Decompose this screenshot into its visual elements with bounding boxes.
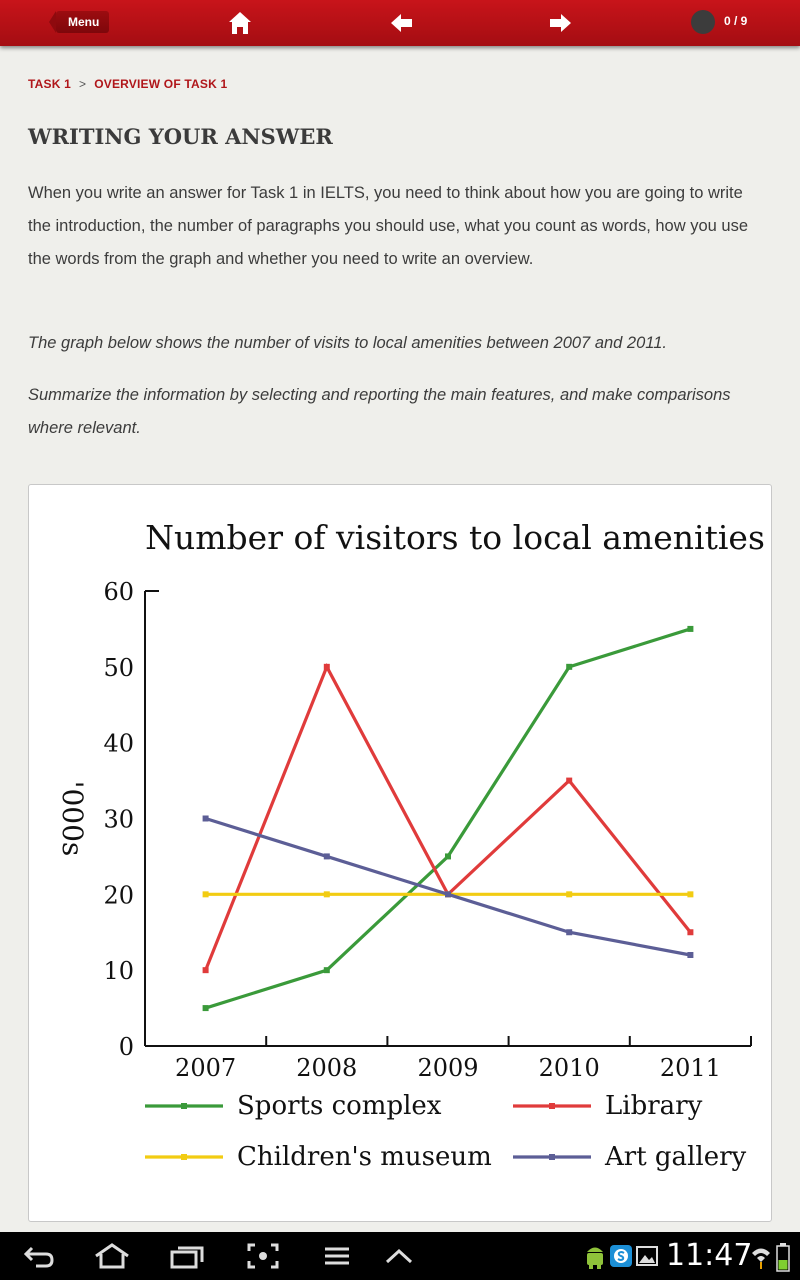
breadcrumb-separator: > — [78, 77, 87, 91]
breadcrumb-task1[interactable]: TASK 1 — [28, 77, 71, 91]
back-icon[interactable] — [22, 1242, 56, 1270]
battery-icon — [776, 1242, 790, 1272]
data-point — [203, 967, 209, 973]
legend-label: Children's museum — [237, 1142, 492, 1172]
y-tick-label: 10 — [103, 957, 134, 986]
menu-button[interactable]: Menu — [56, 11, 109, 33]
progress-dot-icon — [691, 10, 715, 34]
y-tick-label: 0 — [118, 1033, 134, 1061]
series-line — [206, 667, 691, 970]
data-point — [324, 664, 330, 670]
data-point — [566, 778, 572, 784]
data-point — [445, 891, 451, 897]
data-point — [203, 1005, 209, 1011]
intro-paragraph: When you write an answer for Task 1 in IELTS, you need to think about how you are going to write the introduction, the number of paragraphs you should use, what you count as words, how you use the words from the graph and whether you need to write an overview. — [28, 184, 749, 268]
android-icon — [584, 1244, 606, 1270]
x-tick-label: 2010 — [538, 1054, 600, 1082]
wifi-icon — [750, 1244, 772, 1270]
screenshot-icon[interactable] — [246, 1242, 280, 1270]
line-chart — [29, 485, 771, 1221]
arrow-right-icon[interactable] — [546, 9, 574, 37]
data-point — [566, 929, 572, 935]
data-point — [203, 891, 209, 897]
legend-label: Sports complex — [237, 1091, 442, 1121]
data-point — [324, 853, 330, 859]
y-axis-label: '000s — [56, 780, 89, 857]
data-point — [687, 626, 693, 632]
data-point — [566, 664, 572, 670]
legend-marker — [181, 1154, 187, 1160]
data-point — [687, 891, 693, 897]
y-tick-label: 60 — [103, 578, 134, 606]
task-instruction: Summarize the information by selecting and reporting the main features, and make comparisons where relevant. — [28, 386, 731, 437]
skype-icon — [609, 1244, 633, 1268]
y-tick-label: 50 — [103, 653, 134, 682]
data-point — [687, 929, 693, 935]
page-title: WRITING YOUR ANSWER — [28, 124, 333, 149]
data-point — [566, 891, 572, 897]
data-point — [324, 967, 330, 973]
series-line — [206, 629, 691, 1008]
data-point — [687, 952, 693, 958]
chart-card — [28, 484, 772, 1222]
up-icon[interactable] — [384, 1242, 414, 1270]
menu-icon[interactable] — [322, 1242, 352, 1270]
legend-marker — [549, 1103, 555, 1109]
y-tick-label: 20 — [103, 881, 134, 910]
x-tick-label: 2008 — [296, 1054, 358, 1082]
x-tick-label: 2007 — [175, 1054, 237, 1082]
legend-label: Library — [605, 1091, 703, 1121]
chart-title: Number of visitors to local amenities — [145, 518, 765, 557]
top-toolbar — [0, 0, 800, 46]
task-description: The graph below shows the number of visits to local amenities between 2007 and 2011. — [28, 334, 667, 352]
data-point — [203, 816, 209, 822]
status-clock: 11:47 — [666, 1238, 753, 1273]
legend-marker — [181, 1103, 187, 1109]
x-tick-label: 2009 — [417, 1054, 479, 1082]
y-tick-label: 30 — [103, 805, 134, 834]
recent-apps-icon[interactable] — [168, 1242, 206, 1270]
legend-marker — [549, 1154, 555, 1160]
gallery-icon — [636, 1246, 658, 1266]
data-point — [324, 891, 330, 897]
home-icon[interactable] — [226, 9, 254, 37]
data-point — [445, 853, 451, 859]
x-tick-label: 2011 — [659, 1054, 721, 1082]
progress-counter: 0 / 9 — [724, 14, 748, 28]
breadcrumb-overview[interactable]: OVERVIEW OF TASK 1 — [94, 77, 228, 91]
y-tick-label: 40 — [103, 729, 134, 758]
legend-label: Art gallery — [605, 1142, 747, 1172]
arrow-left-icon[interactable] — [388, 9, 416, 37]
home-outline-icon[interactable] — [92, 1242, 132, 1270]
breadcrumb — [28, 77, 227, 91]
